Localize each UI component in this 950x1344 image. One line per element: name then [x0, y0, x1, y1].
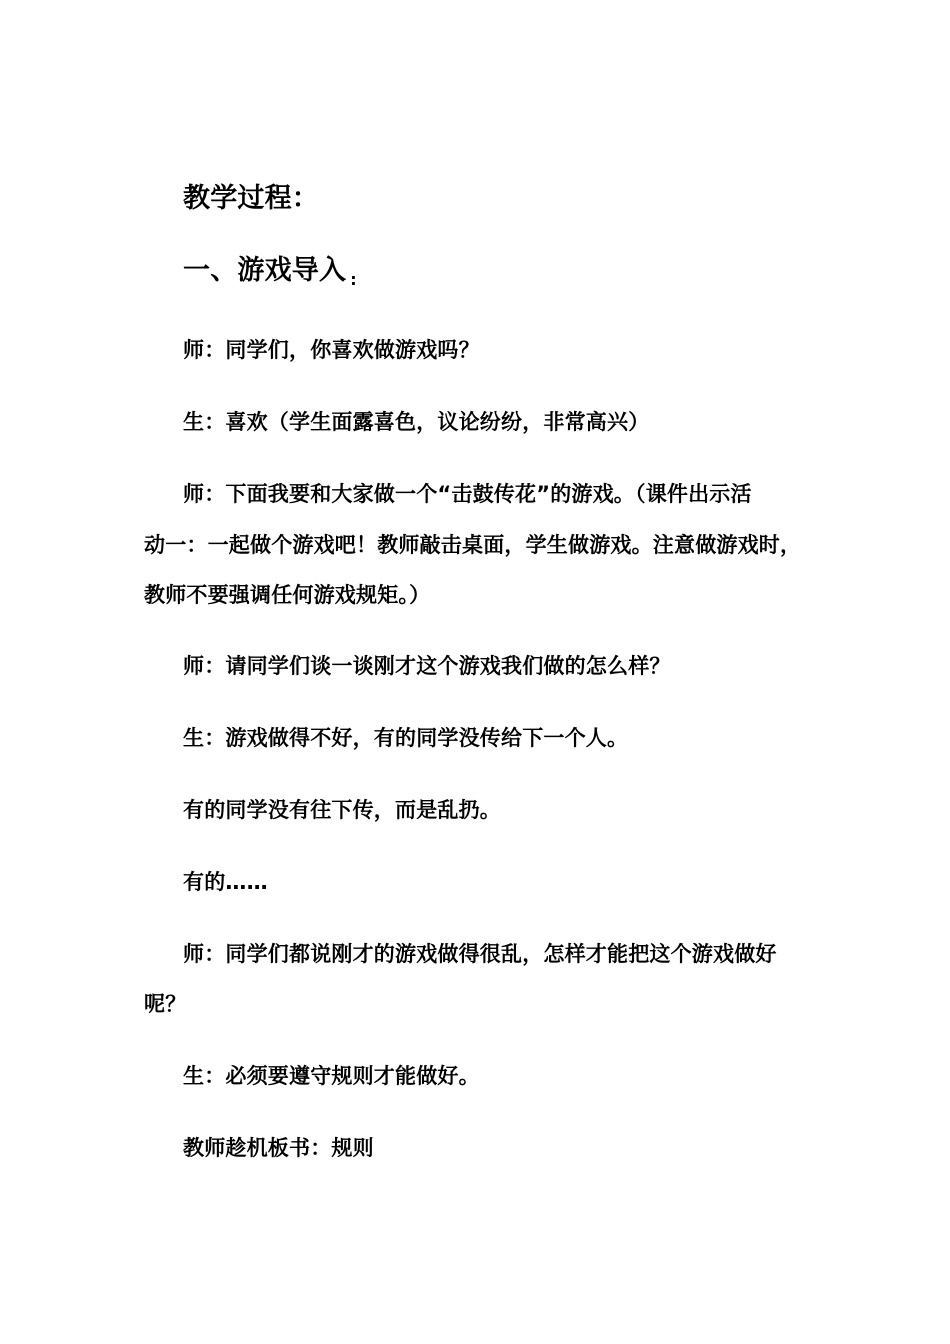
paragraph-student-answer-2: 生：游戏做得不好，有的同学没传给下一个人。	[183, 726, 629, 750]
paragraph-student-answer-5: 生：必须要遵守规则才能做好。	[183, 1064, 480, 1088]
paragraph-teacher-game-line-1: 师：下面我要和大家做一个“击鼓传花”的游戏。（课件出示活	[183, 482, 752, 506]
heading-section-1-text: 一、游戏导入	[183, 255, 347, 286]
paragraph-teacher-game-line-3: 教师不要强调任何游戏规矩。）	[144, 583, 431, 607]
paragraph-teacher-question-2: 师：请同学们谈一谈刚才这个游戏我们做的怎么样？	[183, 654, 671, 678]
paragraph-teacher-question-3-line-2: 呢？	[144, 992, 187, 1016]
heading-section-1-colon: :	[350, 270, 357, 289]
paragraph-teacher-question-3-line-1: 师：同学们都说刚才的游戏做得很乱，怎样才能把这个游戏做好	[183, 942, 777, 966]
paragraph-student-answer-1: 生：喜欢（学生面露喜色，议论纷纷，非常高兴）	[183, 410, 650, 434]
paragraph-student-answer-4: 有的……	[183, 870, 268, 894]
paragraph-teacher-board-note: 教师趁机板书：规则	[183, 1136, 374, 1160]
paragraph-teacher-question-1: 师：同学们，你喜欢做游戏吗？	[183, 338, 480, 362]
paragraph-student-answer-3: 有的同学没有往下传，而是乱扔。	[183, 798, 501, 822]
heading-section-1	[183, 254, 357, 297]
paragraph-teacher-game-line-2: 动一：一起做个游戏吧！教师敲击桌面，学生做游戏。注意做游戏时，	[144, 533, 802, 557]
heading-teaching-process: 教学过程：	[183, 183, 319, 214]
